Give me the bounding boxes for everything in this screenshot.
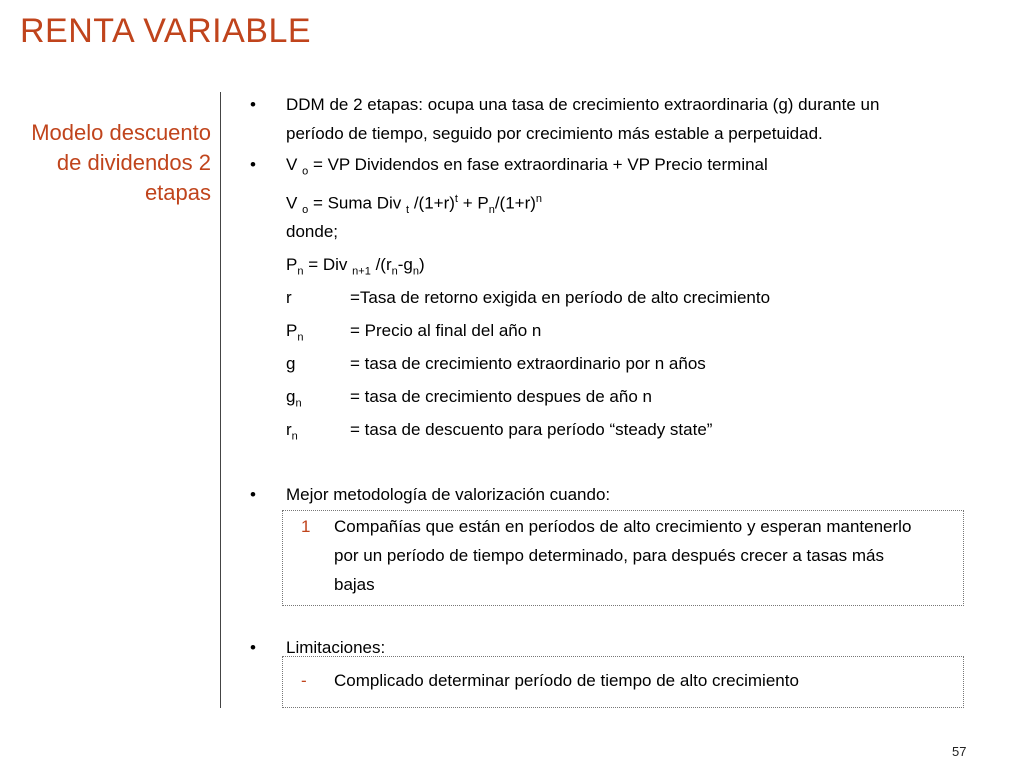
mejor-heading: Mejor metodología de valorización cuando: xyxy=(286,485,611,504)
page-number: 57 xyxy=(952,744,967,759)
definition-text: = tasa de crecimiento despues de año n xyxy=(350,387,652,406)
definition-symbol: $g_n$ xyxy=(286,387,302,410)
ddm-line-2: período de tiempo, seguido por crecimiento más estable a perpetuidad. xyxy=(286,124,823,143)
mejor-box xyxy=(282,510,964,606)
definition-symbol: g xyxy=(286,354,296,373)
definition-symbol: r xyxy=(286,288,292,307)
limitaciones-heading: Limitaciones: xyxy=(286,638,386,657)
v0-formula-1: V $_o$ = VP Dividendos en fase extraordinaria + VP Precio terminal xyxy=(286,155,768,178)
bullet-icon: • xyxy=(250,155,256,174)
limitaciones-box xyxy=(282,656,964,708)
donde-text: donde; xyxy=(286,222,338,241)
item-dash: - xyxy=(301,671,307,690)
pn-formula: $P_n$ = Div $_{n+1}$ $/(r_n-g_n)$ xyxy=(286,255,425,278)
vertical-divider xyxy=(220,92,221,708)
limitaciones-item: Complicado determinar período de tiempo de alto crecimiento xyxy=(334,671,799,690)
v0-formula-2: V $_o$ = Suma Div $_t$ $/(1+r)^t + P_n/(1+r)^n$ xyxy=(286,193,543,217)
mejor-item-line-2: por un período de tiempo determinado, para después crecer a tasas más xyxy=(334,546,884,565)
definition-text: = tasa de crecimiento extraordinario por n años xyxy=(350,354,706,373)
bullet-icon: • xyxy=(250,638,256,657)
item-number: 1 xyxy=(301,517,311,536)
ddm-line-1: DDM de 2 etapas: ocupa una tasa de crecimiento extraordinaria (g) durante un xyxy=(286,95,880,114)
section-label: Modelo descuento de dividendos 2 etapas xyxy=(31,120,211,205)
definition-symbol: $P_n$ xyxy=(286,321,304,344)
definition-text: = tasa de descuento para período “steady state” xyxy=(350,420,713,439)
bullet-icon: • xyxy=(250,95,256,114)
mejor-item-line-1: Compañías que están en períodos de alto crecimiento y esperan mantenerlo xyxy=(334,517,912,536)
definition-text: = Precio al final del año n xyxy=(350,321,542,340)
mejor-item-line-3: bajas xyxy=(334,575,375,594)
definition-text: =Tasa de retorno exigida en período de alto crecimiento xyxy=(350,288,771,307)
definition-symbol: $r_n$ xyxy=(286,420,298,443)
slide-title: RENTA VARIABLE xyxy=(20,12,312,50)
bullet-icon: • xyxy=(250,485,256,504)
